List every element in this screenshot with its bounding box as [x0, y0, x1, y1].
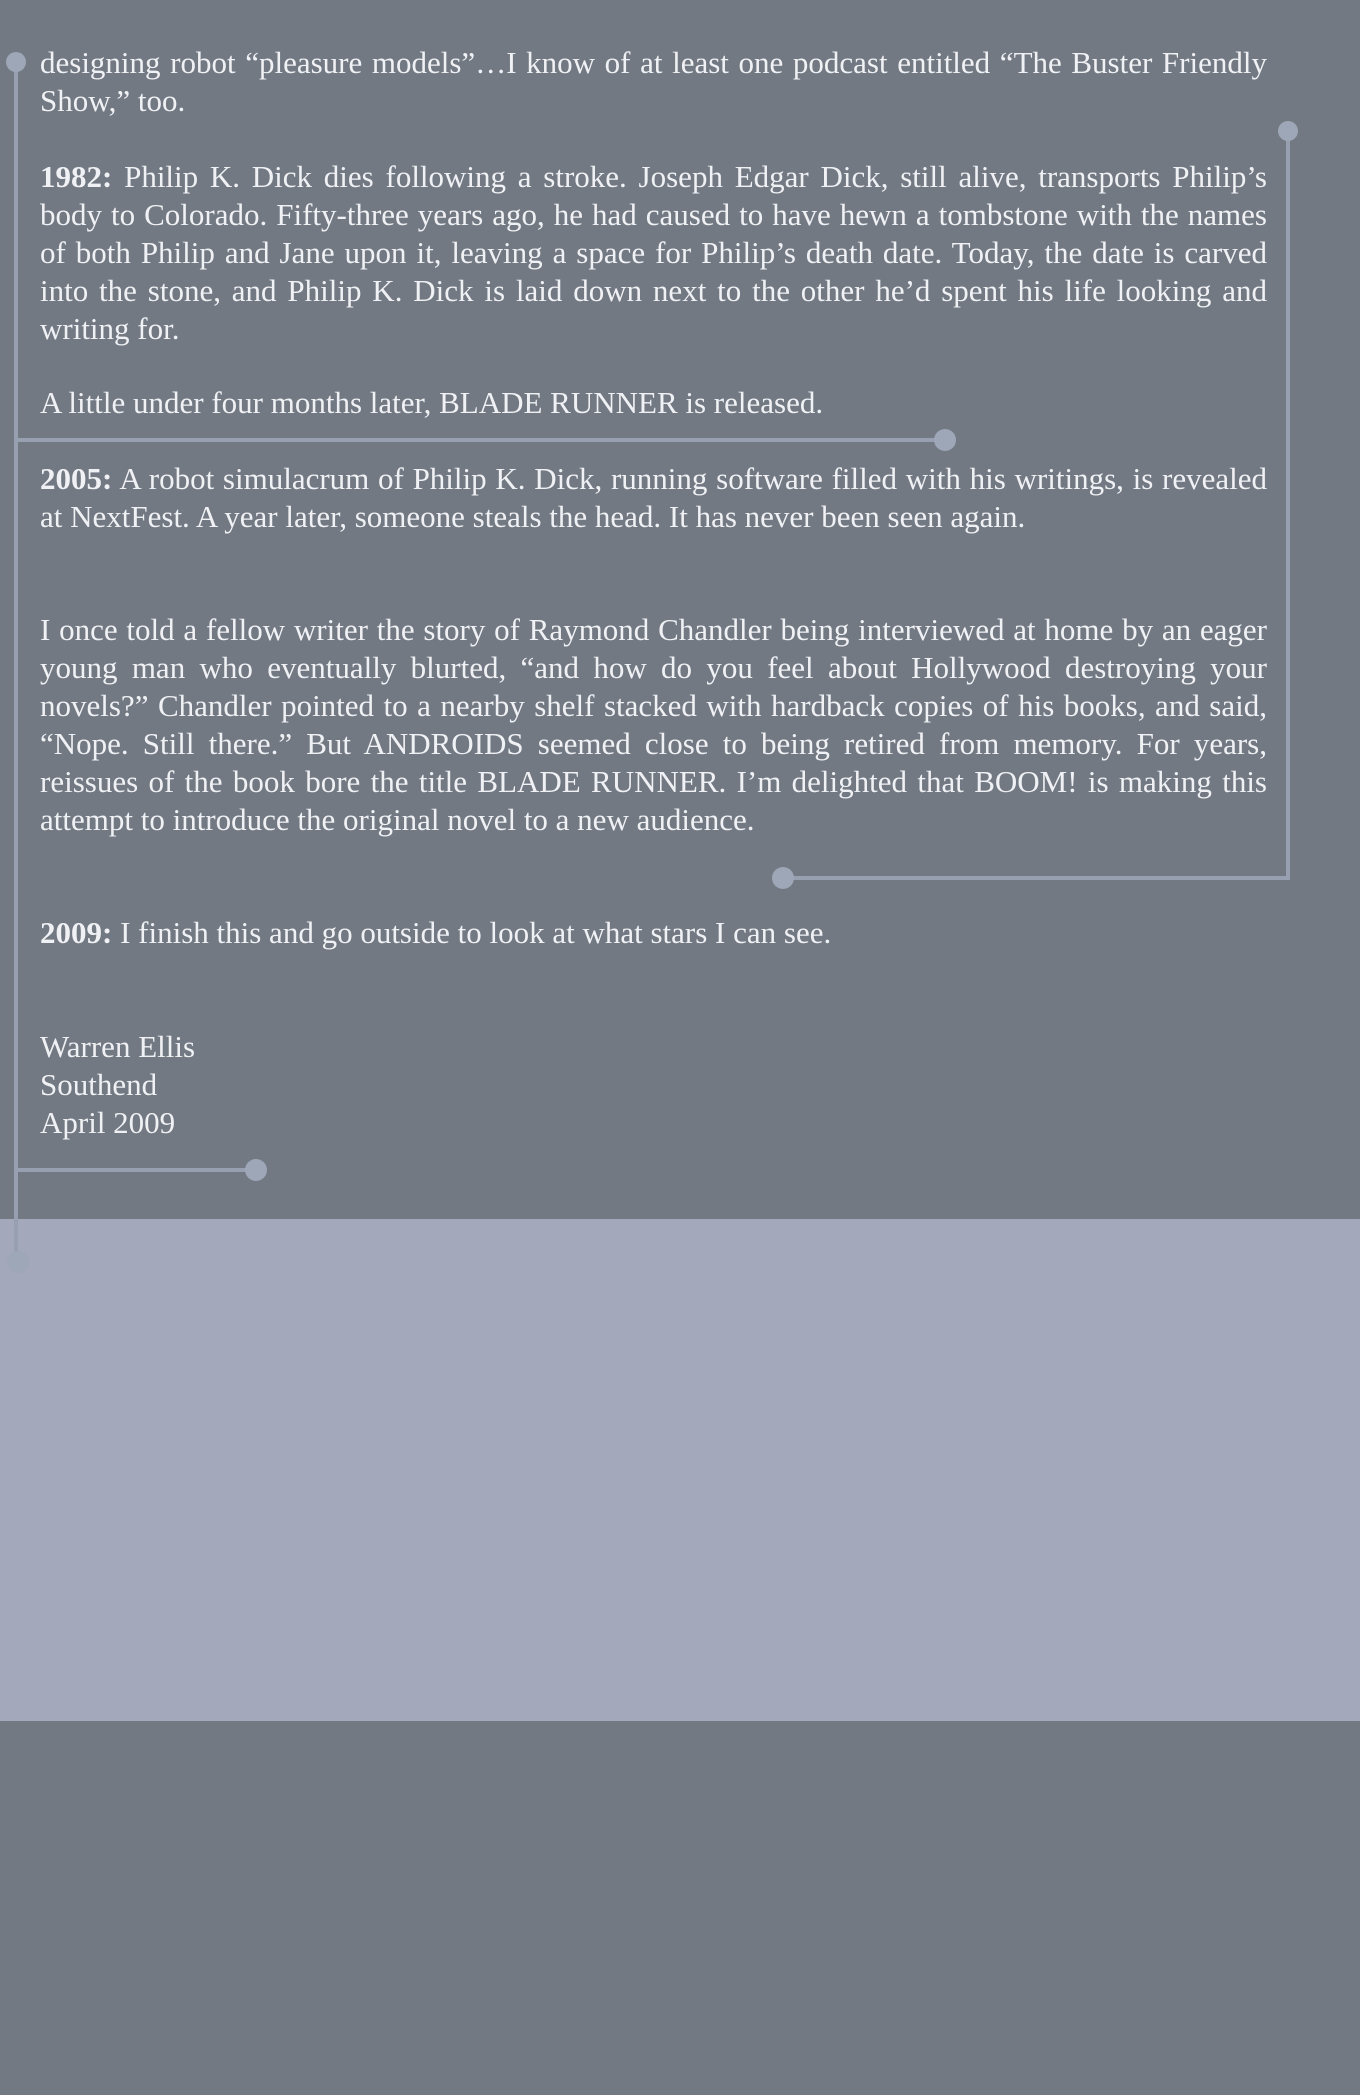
circuit-node — [7, 1251, 29, 1273]
signature-name: Warren Ellis — [40, 1029, 196, 1064]
circuit-node — [772, 867, 794, 889]
signature-block — [40, 1028, 1267, 1142]
signature-place: Southend — [40, 1067, 158, 1102]
paragraph-text: designing robot “pleasure models”…I know of at least one podcast entitled “The Buster Friendly Show,” too. — [40, 45, 1267, 118]
paragraph-text: A robot simulacrum of Philip K. Dick, running software filled with his writings, is revealed at NextFest. A year later, someone steals the head. It has never been seen again. — [40, 461, 1267, 534]
signature-date: April 2009 — [40, 1105, 176, 1140]
circuit-node — [1278, 121, 1298, 141]
year-label: 2009: — [40, 915, 113, 950]
paragraph-1 — [40, 44, 1267, 120]
paragraph-text: I once told a fellow writer the story of Raymond Chandler being interviewed at home by an eager young man who eventually blurted, “and how do you feel about Hollywood destroying your novels?” Chandler pointed to a nearby shelf stacked with hardback copies of his books, and said, “Nope. Still there.” But ANDROIDS seemed close to being retired from memory. For years, reissues of the book bore the title BLADE RUNNER. I’m delighted that BOOM! is making this attempt to introduce the original novel to a new audience. — [40, 612, 1267, 837]
paragraph-2005 — [40, 460, 1267, 536]
circuit-node — [245, 1159, 267, 1181]
paragraph-1982 — [40, 158, 1267, 348]
paragraph-2009 — [40, 914, 1267, 952]
paragraph-text: Philip K. Dick dies following a stroke. Joseph Edgar Dick, still alive, transports Philip’s body to Colorado. Fifty-three years ago, he had caused to have hewn a tombstone with the names of both Philip and Jane upon it, leaving a space for Philip’s death date. Today, the date is carved into the stone, and Philip K. Dick is laid down next to the other he’d spent his life looking and writing for. — [40, 159, 1267, 346]
circuit-node — [6, 52, 26, 72]
paragraph-text: I finish this and go outside to look at what stars I can see. — [112, 915, 832, 950]
paragraph-chandler — [40, 611, 1267, 839]
paragraph-text: A little under four months later, BLADE RUNNER is released. — [40, 385, 824, 420]
year-label: 1982: — [40, 159, 113, 194]
circuit-node — [934, 429, 956, 451]
year-label: 2005: — [40, 461, 113, 496]
paragraph-blade-runner-release — [40, 384, 1267, 422]
